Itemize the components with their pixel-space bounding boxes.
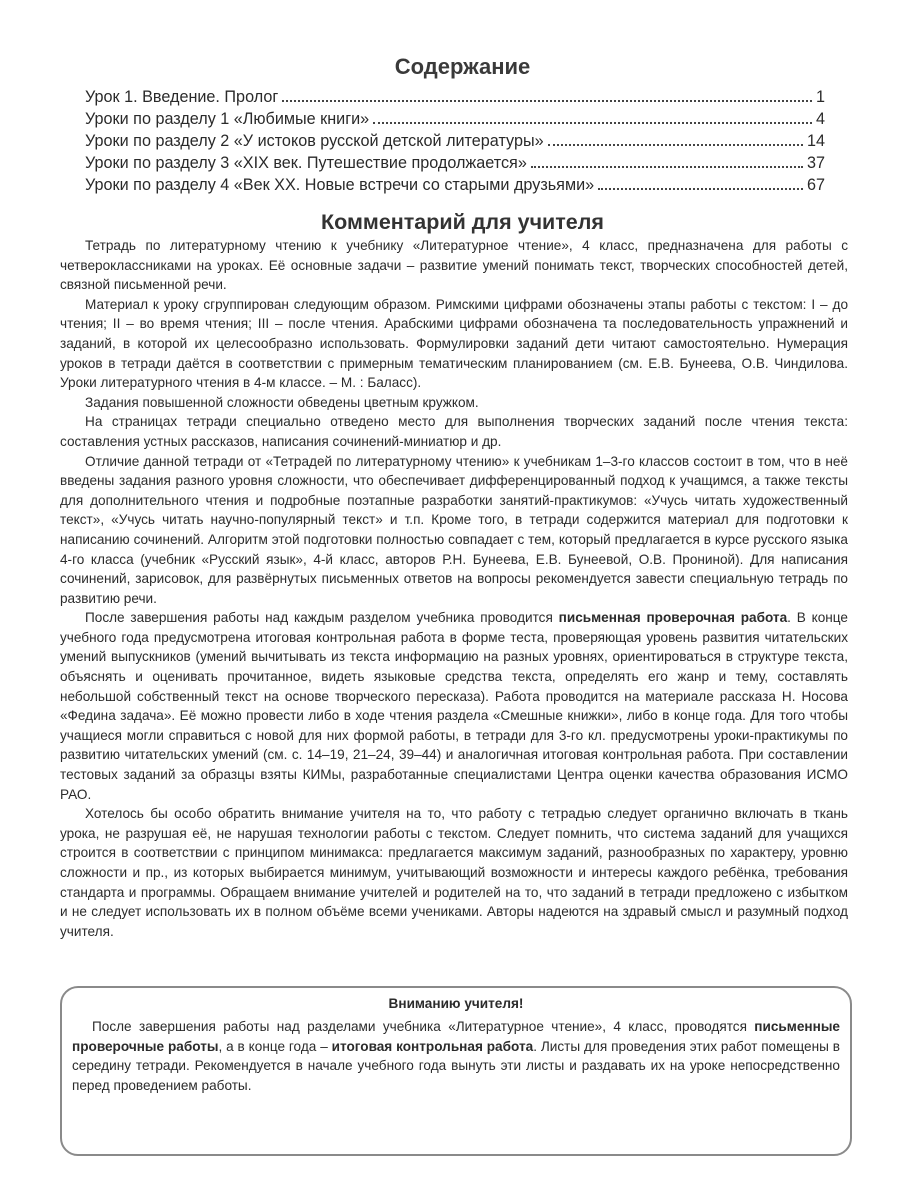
paragraph: Материал к уроку сгруппирован следующим образом. Римскими цифрами обозначены этапы работы с текстом: I – до чтения; II – во время чтения; III – после чтения. Арабскими цифрами обозначена та последовательность упражнений и заданий, в которой их целесообразно использовать. Формулировки заданий дети читают самостоятельно. Нумерация уроков в тетради даётся в соответствии с примерным тематическим планированием (см. Е.В. Бунеева, О.В. Чиндилова. Уроки литературного чтения в 4-м классе. – М. : Баласс).: [60, 296, 848, 391]
bold-term: итоговая контрольная работа: [331, 1038, 534, 1054]
teacher-notice-box: [60, 986, 852, 1156]
toc-entry-label: Уроки по разделу 1 «Любимые книги»: [85, 110, 370, 128]
paragraph-text: После завершения работы над каждым разделом учебника проводится: [85, 610, 559, 626]
notice-text: [72, 1017, 840, 1095]
toc-entry-page: 37: [806, 154, 825, 172]
notice-text-part: . Листы для проведения этих работ помещены в середину тетради. Рекомендуется в начале учебного года вынуть эти листы и раздавать их на уроке непосредственно перед проведением работы.: [72, 1038, 840, 1093]
bold-term: письменные проверочные работы: [72, 1019, 840, 1054]
notice-text-part: , а в конце года –: [218, 1038, 332, 1054]
toc-entry[interactable]: [85, 132, 825, 154]
paragraph: Отличие данной тетради от «Тетрадей по литературному чтению» к учебникам 1–3-го классов состоит в том, что в неё введены задания разного уровня сложности, что обеспечивает дифференцированный подход к учащимся, а также тексты для дополнительного чтения и подробные поэтапные разработки занятий-практикумов: «Учусь читать художественный текст», «Учусь читать научно-популярный текст» и т.п. Кроме того, в тетради содержится материал для подготовки к написанию сочинений. Алгоритм этой подготовки полностью совпадает с тем, который предлагается в курсе русского языка 4-го класса (учебник «Русский язык», 4-й класс, авторов Р.Н. Бунеева, Е.В. Бунеевой, О.В. Прониной). Для написания сочинений, зарисовок, для развёрнутых письменных ответов на вопросы рекомендуется завести специальную тетрадь по развитию речи.: [60, 453, 848, 606]
paragraph: На страницах тетради специально отведено место для выполнения творческих заданий после чтения текста: составления устных рассказов, написания сочинений-миниатюр и др.: [60, 414, 848, 449]
toc-entry[interactable]: [85, 110, 825, 132]
table-of-contents: [85, 88, 825, 198]
toc-entry-page: 1: [815, 88, 825, 106]
toc-entry[interactable]: [85, 176, 825, 198]
toc-entry-page: 4: [815, 110, 825, 128]
toc-entry-label: Урок 1. Введение. Пролог: [85, 88, 279, 106]
toc-entry-label: Уроки по разделу 4 «Век XX. Новые встречи со старыми друзьями»: [85, 176, 595, 194]
paragraph: Тетрадь по литературному чтению к учебнику «Литературное чтение», 4 класс, предназначена для работы с четвероклассниками на уроках. Её основные задачи – развитие умений понимать текст, творческих способностей детей, связной письменной речи.: [60, 238, 848, 293]
toc-leader-dots: [373, 122, 812, 124]
comment-body: [60, 236, 848, 941]
notice-text-part: После завершения работы над разделами учебника «Литературное чтение», 4 класс, проводятся: [92, 1019, 755, 1034]
paragraph: Хотелось бы особо обратить внимание учителя на то, что работу с тетрадью следует органично включать в ткань урока, не разрушая её, не нарушая технологии работы с текстом. Следует помнить, что система заданий для учащихся строится в соответствии с принципом минимакса: предлагается максимум заданий, разнообразных по характеру, уровню сложности и пр., из которых выбирается минимум, учитывающий возможности и интересы каждого ребёнка, требования стандарта и программы. Обращаем внимание учителей и родителей на то, что заданий в тетради предложено с избытком и не следует использовать их в полном объёме всеми учениками. Авторы надеются на здравый смысл и разумный подход учителя.: [60, 806, 848, 939]
toc-leader-dots: [598, 188, 803, 190]
toc-entry-label: Уроки по разделу 3 «XIX век. Путешествие продолжается»: [85, 154, 527, 172]
paragraph: [60, 608, 848, 804]
toc-title: Содержание: [394, 54, 531, 79]
toc-entry[interactable]: [85, 88, 825, 110]
bold-term: письменная проверочная работа: [558, 610, 788, 626]
toc-entry[interactable]: [85, 154, 825, 176]
paragraph: Задания повышенной сложности обведены цветным кружком.: [85, 394, 479, 410]
notice-title: Вниманию учителя!: [388, 996, 524, 1011]
toc-entry-page: 14: [806, 132, 825, 150]
toc-entry-label: Уроки по разделу 2 «У истоков русской детской литературы»: [85, 132, 544, 150]
comment-title: Комментарий для учителя: [321, 210, 604, 234]
paragraph-text: . В конце учебного года предусмотрена итоговая контрольная работа в форме теста, проверяющая уровень развития читательских умений выпускников (умений вычитывать из текста информацию на разных уровнях, ориентироваться в структуре текста, объяснять и оценивать прочитанное, видеть языковые средства текста, определять его жанр и тему, составлять небольшой собственный текст на основе творческого пересказа). Работа проводится на материале рассказа Н. Носова «Федина задача». Её можно провести либо в ходе чтения раздела «Смешные книжки», либо в конце года. Для того чтобы учащиеся могли справиться с новой для них формой работы, в тетради для 3-го кл. предусмотрены уроки-практикумы по развитию читательских умений (см. с. 14–19, 21–24, 39–44) и аналогичная итоговая контрольная работа. При составлении тестовых заданий за образцы взяты КИМы, разработанные специалистами Центра оценки качества образования ИСМО РАО.: [60, 610, 848, 802]
toc-leader-dots: [531, 166, 803, 168]
toc-leader-dots: [282, 100, 812, 102]
toc-leader-dots: [548, 144, 803, 146]
toc-entry-page: 67: [806, 176, 825, 194]
